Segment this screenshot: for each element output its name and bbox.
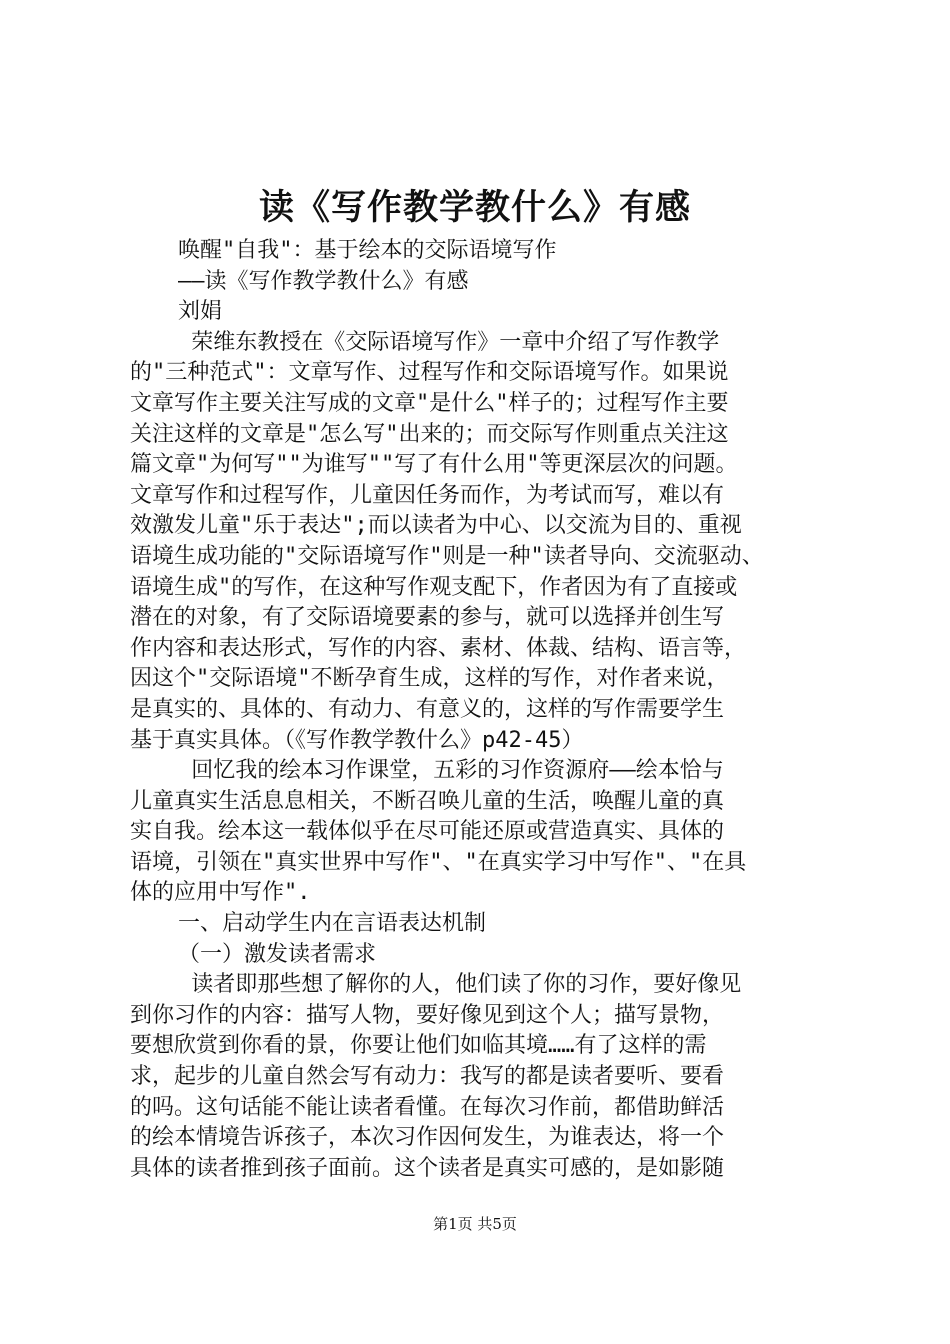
subtitle-secondary: ——读《写作教学教什么》有感 bbox=[178, 268, 469, 294]
paragraph-line: 篇文章"为何写""为谁写""写了有什么用"等更深层次的问题。 bbox=[130, 452, 738, 478]
paragraph-line: 关注这样的文章是"怎么写"出来的；而交际写作则重点关注这 bbox=[130, 421, 729, 447]
document-body bbox=[130, 236, 830, 1184]
paragraph-line: 文章写作和过程写作，儿童因任务而作，为考试而写，难以有 bbox=[130, 482, 725, 508]
paragraph-line: 到你习作的内容：描写人物，要好像见到这个人；描写景物， bbox=[130, 1002, 725, 1028]
paragraph-line: 语境生成功能的"交际语境写作"则是一种"读者导向、交流驱动、 bbox=[130, 543, 764, 569]
paragraph-line: 语境生成"的写作，在这种写作观支配下，作者因为有了直接或 bbox=[130, 574, 738, 600]
paragraph-line: 体的应用中写作". bbox=[130, 880, 311, 906]
paragraph-line: 荣维东教授在《交际语境写作》一章中介绍了写作教学 bbox=[178, 329, 720, 355]
paragraph-line: 的吗。这句话能不能让读者看懂。在每次习作前，都借助鲜活 bbox=[130, 1094, 725, 1120]
paragraph-line: 效激发儿童"乐于表达";而以读者为中心、以交流为目的、重视 bbox=[130, 513, 742, 539]
paragraph-line: 要想欣赏到你看的景，你要让他们如临其境……有了这样的需 bbox=[130, 1033, 707, 1059]
paragraph-line: 求，起步的儿童自然会写有动力：我写的都是读者要听、要看 bbox=[130, 1064, 725, 1090]
author: 刘娟 bbox=[178, 299, 223, 325]
paragraph-line: 的绘本情境告诉孩子，本次习作因何发生，为谁表达，将一个 bbox=[130, 1125, 725, 1151]
paragraph-line: 具体的读者推到孩子面前。这个读者是真实可感的，是如影随 bbox=[130, 1155, 725, 1181]
paragraph-line: 是真实的、具体的、有动力、有意义的，这样的写作需要学生 bbox=[130, 696, 725, 722]
paragraph-line: 读者即那些想了解你的人，他们读了你的习作，要好像见 bbox=[178, 972, 742, 998]
paragraph-line: 儿童真实生活息息相关，不断召唤儿童的生活，唤醒儿童的真 bbox=[130, 788, 725, 814]
subtitle: 唤醒"自我"：基于绘本的交际语境写作 bbox=[178, 238, 557, 263]
page-footer: 第1页 共5页 bbox=[433, 1215, 517, 1233]
paragraph-line: 因这个"交际语境"不断孕育生成，这样的写作，对作者来说， bbox=[130, 666, 729, 692]
paragraph-line: 潜在的对象，有了交际语境要素的参与，就可以选择并创生写 bbox=[130, 605, 725, 631]
document-title: 读《写作教学教什么》有感 bbox=[258, 187, 691, 228]
subsection-heading: （一）激发读者需求 bbox=[178, 941, 377, 967]
paragraph-line: 文章写作主要关注写成的文章"是什么"样子的；过程写作主要 bbox=[130, 390, 729, 416]
paragraph-line: 语境，引领在"真实世界中写作"、"在真实学习中写作"、"在具 bbox=[130, 849, 747, 875]
paragraph-line: 回忆我的绘本习作课堂，五彩的习作资源府——绘本恰与 bbox=[178, 758, 724, 784]
paragraph-line: 的"三种范式"：文章写作、过程写作和交际语境写作。如果说 bbox=[130, 360, 729, 386]
paragraph-line: 作内容和表达形式，写作的内容、素材、体裁、结构、语言等， bbox=[130, 635, 747, 661]
section-heading: 一、启动学生内在言语表达机制 bbox=[178, 911, 487, 937]
paragraph-line: 实自我。绘本这一载体似乎在尽可能还原或营造真实、具体的 bbox=[130, 819, 725, 845]
paragraph-line: 基于真实具体。（《写作教学教什么》p42-45） bbox=[130, 727, 584, 753]
